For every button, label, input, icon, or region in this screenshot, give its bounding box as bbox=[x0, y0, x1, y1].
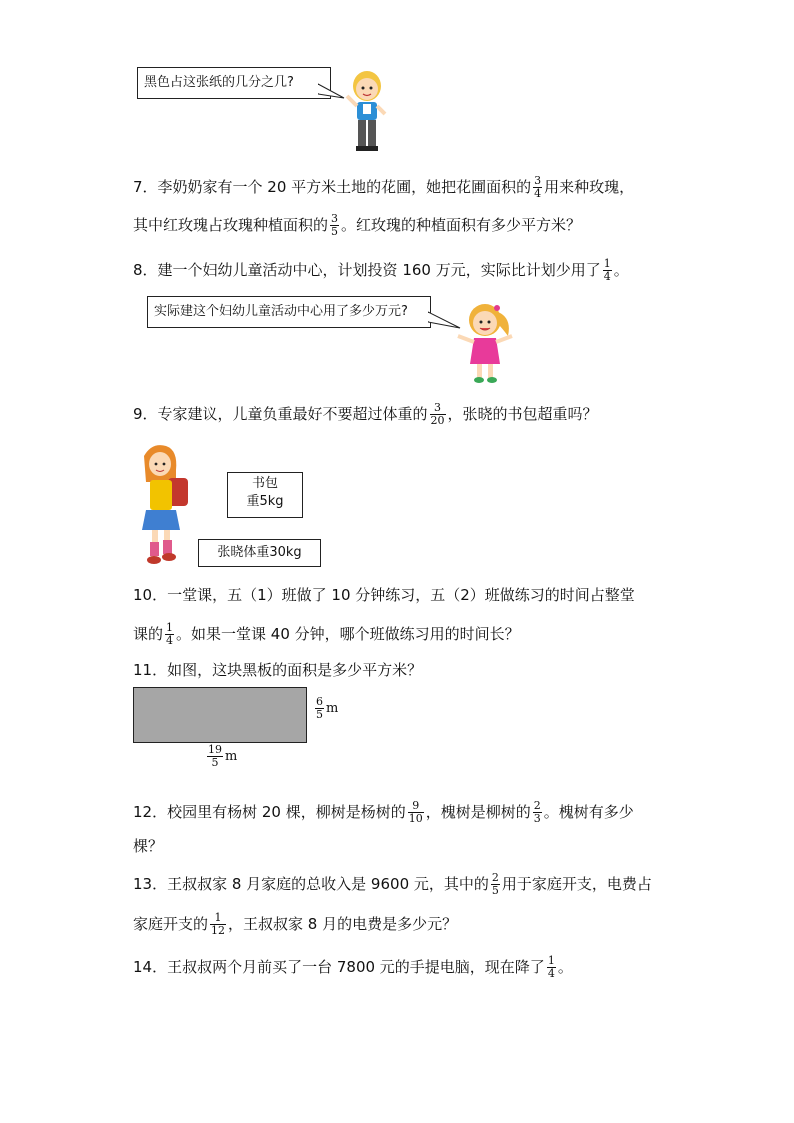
q14-text-b: 。 bbox=[557, 958, 573, 976]
q10-text-a: 10．一堂课，五（1）班做了 10 分钟练习，五（2）班做练习的时间占整堂 bbox=[133, 586, 635, 604]
fraction-1-12 bbox=[210, 912, 226, 937]
q10-text-c: 。如果一堂课 40 分钟，哪个班做练习用的时间长？ bbox=[176, 625, 520, 643]
fraction-numerator: 3 bbox=[430, 402, 446, 415]
fraction-denominator: 4 bbox=[166, 634, 174, 647]
q10-text-b: 课的 bbox=[133, 625, 164, 643]
q13-text-d: ，王叔叔家 8 月的电费是多少元？ bbox=[228, 915, 458, 933]
fraction-denominator: 4 bbox=[534, 187, 542, 200]
backpack-weight: 重5kg bbox=[246, 494, 284, 509]
q12-text-a: 12．校园里有杨树 20 棵，柳树是杨树的 bbox=[133, 803, 406, 821]
fraction-numerator: 1 bbox=[603, 257, 611, 270]
backpack-label: 书包 bbox=[251, 476, 278, 491]
schoolgirl-with-backpack-illustration bbox=[138, 442, 190, 568]
fraction-denominator: 4 bbox=[547, 967, 555, 980]
fraction-numerator: 3 bbox=[534, 174, 542, 187]
q9-text-a: 9．专家建议，儿童负重最好不要超过体重的 bbox=[133, 405, 428, 423]
unit-label: m bbox=[326, 701, 339, 716]
fraction-9-10 bbox=[408, 800, 424, 825]
fraction-denominator: 5 bbox=[331, 225, 339, 238]
fraction-denominator: 20 bbox=[430, 414, 445, 427]
question-9-line-1 bbox=[133, 402, 598, 427]
fraction-2-5 bbox=[491, 872, 500, 897]
backpack-weight-box bbox=[227, 472, 303, 518]
question-8-line-1 bbox=[133, 258, 629, 283]
q8-text-b: 。 bbox=[613, 261, 629, 279]
question-10-line-2 bbox=[133, 622, 520, 647]
fraction-1-4 bbox=[547, 955, 556, 980]
question-7-line-1 bbox=[133, 175, 634, 200]
girl-illustration bbox=[452, 298, 518, 388]
fraction-denominator: 5 bbox=[491, 884, 499, 897]
fraction-denominator: 5 bbox=[316, 708, 323, 721]
q12-text-c: 。槐树有多少 bbox=[543, 803, 634, 821]
fraction-numerator: 1 bbox=[210, 912, 226, 925]
question-13-line-2 bbox=[133, 912, 457, 937]
question-11-line-1 bbox=[133, 660, 422, 680]
fraction-numerator: 6 bbox=[316, 695, 323, 708]
question-12-line-1 bbox=[133, 800, 634, 825]
fraction-numerator: 1 bbox=[166, 621, 174, 634]
question-10-line-1 bbox=[133, 585, 635, 605]
fraction-1-4 bbox=[603, 258, 612, 283]
fraction-3-20 bbox=[430, 402, 446, 427]
fraction-numerator: 3 bbox=[331, 212, 339, 225]
fraction-2-3 bbox=[533, 800, 542, 825]
fraction-3-4 bbox=[533, 175, 542, 200]
blackboard-height-label bbox=[313, 696, 338, 721]
question-13-line-1 bbox=[133, 872, 652, 897]
fraction-6-5 bbox=[315, 696, 324, 721]
speech-bubble-question bbox=[137, 67, 331, 99]
question-7-line-2 bbox=[133, 213, 581, 238]
fraction-19-5 bbox=[207, 744, 223, 769]
fraction-denominator: 4 bbox=[603, 270, 611, 283]
fraction-denominator: 5 bbox=[211, 756, 219, 769]
q7-text-a: 7．李奶奶家有一个 20 平方米土地的花圃，她把花圃面积的 bbox=[133, 178, 532, 196]
q13-text-a: 13．王叔叔家 8 月家庭的总收入是 9600 元，其中的 bbox=[133, 875, 489, 893]
fraction-numerator: 2 bbox=[533, 799, 541, 812]
q14-text-a: 14．王叔叔两个月前买了一台 7800 元的手提电脑，现在降了 bbox=[133, 958, 545, 976]
fraction-3-5 bbox=[330, 213, 339, 238]
q12-text-d: 棵？ bbox=[133, 837, 164, 855]
q8-text-a: 8．建一个妇幼儿童活动中心，计划投资 160 万元，实际比计划少用了 bbox=[133, 261, 601, 279]
speech-bubble-text: 黑色占这张纸的几分之几? bbox=[144, 75, 294, 90]
speech-bubble-question-8 bbox=[147, 296, 431, 328]
unit-label: m bbox=[225, 749, 238, 764]
q12-text-b: ，槐树是柳树的 bbox=[425, 803, 531, 821]
fraction-numerator: 1 bbox=[547, 954, 555, 967]
q7-text-c: 其中红玫瑰占玫瑰种植面积的 bbox=[133, 216, 329, 234]
q9-text-b: ，张晓的书包超重吗？ bbox=[447, 405, 598, 423]
fraction-numerator: 19 bbox=[208, 743, 222, 756]
fraction-denominator: 10 bbox=[408, 812, 423, 825]
body-weight-box bbox=[198, 539, 321, 567]
fraction-1-4 bbox=[165, 622, 174, 647]
question-14-line-1 bbox=[133, 955, 573, 980]
q11-text-a: 11．如图，这块黑板的面积是多少平方米？ bbox=[133, 661, 423, 679]
fraction-denominator: 12 bbox=[211, 924, 226, 937]
speech-bubble-text: 实际建这个妇幼儿童活动中心用了多少万元? bbox=[154, 304, 408, 319]
body-weight-label: 张晓体重30kg bbox=[217, 545, 302, 560]
boy-illustration bbox=[342, 66, 392, 156]
fraction-denominator: 3 bbox=[533, 812, 541, 825]
blackboard-width-label bbox=[205, 744, 237, 769]
q7-text-b: 用来种玫瑰， bbox=[544, 178, 635, 196]
blackboard-rectangle bbox=[133, 687, 307, 743]
q13-text-c: 家庭开支的 bbox=[133, 915, 209, 933]
question-12-line-2 bbox=[133, 836, 163, 856]
q13-text-b: 用于家庭开支，电费占 bbox=[501, 875, 652, 893]
fraction-numerator: 9 bbox=[408, 800, 424, 813]
fraction-numerator: 2 bbox=[491, 871, 499, 884]
q7-text-d: 。红玫瑰的种植面积有多少平方米？ bbox=[341, 216, 582, 234]
